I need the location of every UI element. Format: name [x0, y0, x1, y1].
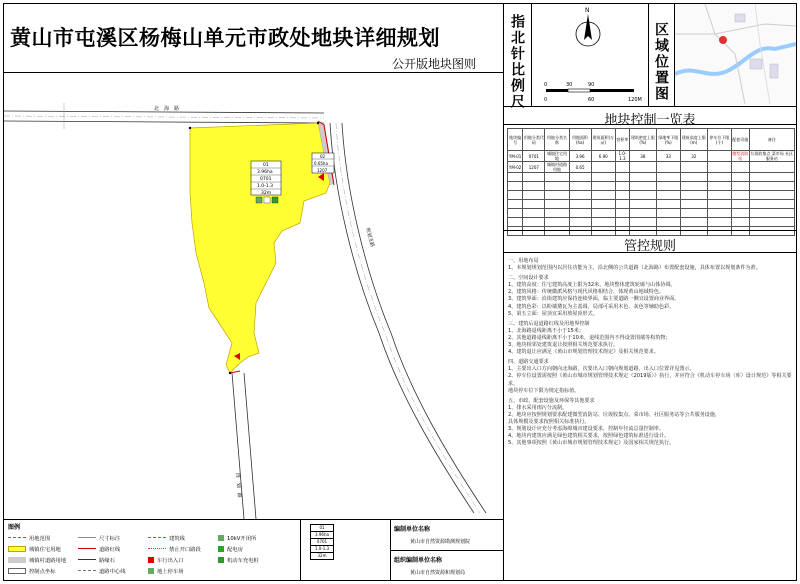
legend-block-sample: 01 3.96ha 0701 1.0-1.3 32m: [310, 524, 334, 560]
rules-title: 管控规则: [623, 239, 676, 254]
page-subtitle: 公开版地块图则: [392, 57, 477, 71]
col-header: 停车位下限(个): [707, 129, 731, 151]
table-row: YM-01 0701 城镇住宅用地 3.96 6.90 1.0-1.3 38 33 32 微型消防站 垃圾收集点 菜市场 社区服务站: [508, 151, 794, 161]
legend-item: 道路中心线: [78, 565, 148, 576]
charging-pile-icon: [272, 197, 278, 203]
compass-label: 指北针比例尺: [509, 14, 525, 110]
block1-far: 1.0-1.3: [257, 184, 273, 189]
legend-item: 尺寸标注: [78, 532, 148, 543]
block2-code: 02: [320, 154, 326, 159]
block2-use: 1207: [317, 168, 328, 173]
top-panel-divider: [503, 106, 797, 107]
block1-use: 0701: [260, 177, 272, 182]
legend-item: 路缘石: [78, 554, 148, 565]
legend-item: 车行出入口: [148, 554, 218, 565]
svg-text:N: N: [585, 7, 590, 14]
legend-item: 配电房: [218, 543, 288, 554]
block2-area: 0.65ha: [314, 161, 328, 166]
col-header: 配套设施: [731, 129, 749, 151]
legend: [8, 532, 298, 576]
legend-item: 城镇村道路用地: [8, 554, 78, 565]
compass-scale: [532, 4, 648, 105]
location-label: 区域位置图: [653, 22, 669, 102]
location-marker-icon: [719, 36, 727, 44]
col-header: 用地分类名称: [545, 129, 569, 151]
legend-item: 机动车充电桩: [218, 554, 288, 565]
control-point: [189, 127, 191, 129]
legend-item: 建筑线: [148, 532, 218, 543]
block1-area: 3.96ha: [257, 170, 273, 175]
legend-item: 控制点坐标: [8, 565, 78, 576]
scale-bottom-120: 120M: [628, 97, 642, 103]
distribution-room-icon: [256, 197, 262, 203]
table-title: 地块控制一览表: [604, 113, 696, 128]
footer-mid-divider: [390, 550, 503, 551]
block-label-ym-01: [251, 161, 281, 196]
road-north-label: 北 海 路: [154, 106, 180, 112]
col-header: 容积率: [615, 129, 629, 151]
legend-title: 图例: [8, 524, 21, 531]
scale-top-90: 90: [588, 82, 595, 88]
legend-divider: [3, 519, 503, 520]
legend-item: 禁止开口路段: [148, 543, 218, 554]
block-label-ym-02: [312, 153, 334, 173]
table-row: YM-02 1207 城镇村道路用地 0.65: [508, 162, 795, 173]
legend-item: 10kV开闭所: [218, 532, 288, 543]
rules-text: 一、用地布局 1、本规划规划范围内以居住功能为主，沿北侧的公共道路（北海路）布置配套设施，具体布置以规划条件为准。 二、空间设计要求 1、建筑高度：住宅建筑高度上限为32米，地块整体建筑轮廓与山体协调。 2、建筑风格：传统徽派风格与现代风格相结合，体现黄山地域特色。 3、建筑界面：沿街建筑应保持连续界面，临主要道路一侧宜设置商业界面。 4、建筑色彩：以粉墙黛瓦为主基调，局部可采用木色、灰色等辅助色彩。 5、第五立面：屋顶宜采用坡屋顶形式。 三、建筑后退道路红线及用地界控制 1、北海路退线距离不小于15米； 2、其他道路退线距离不小于10米，退线范围内不得设置围墙等构筑物； 3、地块相邻处建筑退让按照相关规范要求执行。 4、建筑退让应满足《黄山市规划管理技术规定》及相关规范要求。 四、道路交通要求 1、主要出入口方向朝向北海路，次要出入口朝向规划道路，出入口位置详见图示。 2、停车位设置需按照《黄山市城市规划管理技术规定（2019版）》执行，并应符合《机动车停车场（库）设计规范》等相关要求， 地块停车位下限为规定指标值。 五、市政、配套设施及环保等其他要求 1、排水采用雨污分流制。 2、地块应按照规划要求配建微型消防站、垃圾收集点、菜市场、社区服务站等公共服务设施， 具体规模及要求按照相关标准执行。 3、规划设计应充分考虑海绵城市建设要求，控制年径流总量控制率。 4、地块内建筑应满足绿色建筑相关要求，按照绿色建筑标准进行设计。 5、其他事项按照《黄山市城市规划管理技术规定》及国家相关规范执行。: [508, 258, 792, 447]
col-header: 用地分类代码: [523, 129, 545, 151]
col-header: 地块编号: [508, 129, 523, 151]
north-arrow-icon: [576, 7, 600, 46]
page-title: 黄山市屯溪区杨梅山单元市政处地块详细规划: [10, 26, 440, 50]
scale-bottom-60: 60: [588, 97, 595, 103]
control-table: [507, 128, 795, 236]
block1-code: 01: [263, 163, 269, 168]
legend-right-divider: [300, 519, 301, 581]
organizer-label: 组织编制单位名称: [394, 557, 443, 564]
road-south-label: 规 划 路: [234, 472, 243, 499]
legend-item: 城镇住宅用地: [8, 543, 78, 554]
col-header: 绿地率下限(%): [656, 129, 680, 151]
control-point: [229, 372, 231, 374]
col-header: 建筑面积(万㎡): [591, 129, 615, 151]
location-divider: [648, 3, 649, 106]
block1-height: 32m: [261, 191, 272, 196]
site-map: [4, 73, 503, 519]
col-header: 建筑高度上限(m): [680, 129, 707, 151]
legend-item: 地上停车场: [148, 565, 218, 576]
table-header-row: [508, 129, 795, 151]
compiler-name: 黄山市自然资源勘测规划院: [410, 539, 471, 545]
compiler-label: 编制单位名称: [394, 526, 431, 533]
scale-top-30: 30: [566, 82, 573, 88]
col-header: 用地面积(ha): [569, 129, 591, 151]
scale-bar: [546, 89, 634, 92]
control-point: [317, 122, 319, 124]
control-table-wrap: [507, 128, 795, 236]
switch-station-icon: [264, 197, 270, 203]
organizer-name: 黄山市自然资源和规划局: [410, 570, 466, 576]
location-map: [675, 4, 796, 105]
col-header: 建筑密度上限(%): [629, 129, 656, 151]
scale-top-0: 0: [544, 82, 548, 88]
panel-divider: [503, 3, 504, 581]
rules-top-divider: [503, 230, 797, 231]
scale-bottom-0: 0: [544, 97, 548, 103]
col-header: 备注: [749, 129, 794, 151]
legend-item: 用地范围: [8, 532, 78, 543]
legend-item: 道路红线: [78, 543, 148, 554]
road-east-label: 规划支路: [364, 226, 376, 248]
